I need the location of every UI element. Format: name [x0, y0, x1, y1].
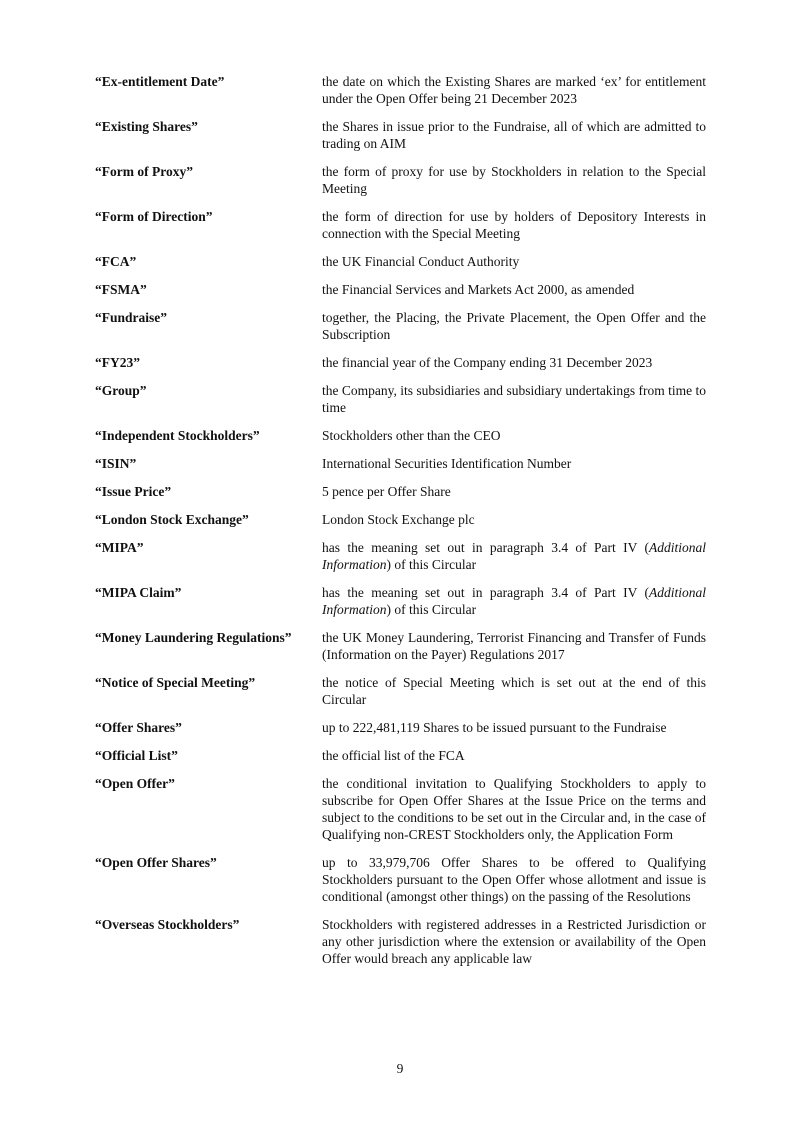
definition-term: “Existing Shares” [95, 119, 198, 134]
definition-text-segment: International Securities Identification Number [322, 456, 572, 471]
definition-term: “Issue Price” [95, 484, 172, 499]
definition-text [322, 354, 706, 371]
definition-term: “FY23” [95, 355, 140, 370]
definition-text-segment: has the meaning set out in paragraph 3.4 of Part IV ( [322, 585, 649, 600]
definition-row [95, 208, 706, 242]
definition-text [322, 309, 706, 343]
definition-text [322, 674, 706, 708]
definition-text [322, 775, 706, 843]
definition-term: “Open Offer Shares” [95, 855, 217, 870]
definitions-list [95, 73, 706, 978]
definition-row [95, 674, 706, 708]
definition-text-segment: the form of direction for use by holders of Depository Interests in connection with the Special Meeting [322, 209, 706, 241]
definition-text-segment: London Stock Exchange plc [322, 512, 475, 527]
definition-row [95, 163, 706, 197]
definition-row [95, 354, 706, 371]
definition-row [95, 483, 706, 500]
definition-text [322, 483, 706, 500]
definition-row [95, 511, 706, 528]
definition-text-italic-segment: Additional Information [322, 585, 706, 617]
definition-text-segment: has the meaning set out in paragraph 3.4 of Part IV ( [322, 540, 649, 555]
definition-term: “Open Offer” [95, 776, 175, 791]
definition-row [95, 539, 706, 573]
definition-text [322, 73, 706, 107]
definition-text [322, 455, 706, 472]
definition-text-segment: ) of this Circular [386, 602, 477, 617]
definition-text-segment: the UK Financial Conduct Authority [322, 254, 520, 269]
definition-term: “ISIN” [95, 456, 137, 471]
definition-text [322, 208, 706, 242]
definition-row [95, 629, 706, 663]
definition-text-segment: the form of proxy for use by Stockholders in relation to the Special Meeting [322, 164, 706, 196]
definition-row [95, 382, 706, 416]
definition-text [322, 629, 706, 663]
definition-term: “FCA” [95, 254, 137, 269]
definition-term: “MIPA” [95, 540, 144, 555]
definition-term: “Independent Stockholders” [95, 428, 260, 443]
definition-term: “Overseas Stockholders” [95, 917, 240, 932]
definition-term: “Fundraise” [95, 310, 168, 325]
definition-text-segment: the Shares in issue prior to the Fundraise, all of which are admitted to trading on AIM [322, 119, 706, 151]
definition-row [95, 584, 706, 618]
definition-text [322, 427, 706, 444]
definition-text-segment: the official list of the FCA [322, 748, 465, 763]
definition-row [95, 427, 706, 444]
definition-term: “Group” [95, 383, 147, 398]
definition-text-segment: ) of this Circular [386, 557, 477, 572]
definition-text-segment: together, the Placing, the Private Placement, the Open Offer and the Subscription [322, 310, 706, 342]
definition-text-segment: the conditional invitation to Qualifying Stockholders to apply to subscribe for Open Offer Shares at the Issue Price on the terms and subject to the conditions to be set out in the Circular and, in the case of Qualifying non-CREST Stockholders only, the Application Form [322, 776, 706, 842]
page-number: 9 [396, 1061, 404, 1076]
definition-text-segment: the date on which the Existing Shares are marked ‘ex’ for entitlement under the Open Offer being 21 December 2023 [322, 74, 706, 106]
definition-text-segment: up to 222,481,119 Shares to be issued pursuant to the Fundraise [322, 720, 667, 735]
definition-row [95, 916, 706, 967]
definition-term: “FSMA” [95, 282, 147, 297]
definition-row [95, 309, 706, 343]
definition-text-segment: the financial year of the Company ending 31 December 2023 [322, 355, 653, 370]
definition-row [95, 253, 706, 270]
definition-text-segment: the notice of Special Meeting which is set out at the end of this Circular [322, 675, 706, 707]
definition-row [95, 775, 706, 843]
definition-row [95, 455, 706, 472]
definition-term: “Form of Direction” [95, 209, 213, 224]
definition-text [322, 253, 706, 270]
definition-term: “Ex-entitlement Date” [95, 74, 225, 89]
definition-term: “Form of Proxy” [95, 164, 193, 179]
definition-row [95, 719, 706, 736]
definition-term: “Money Laundering Regulations” [95, 630, 292, 645]
definition-text [322, 382, 706, 416]
definition-term: “MIPA Claim” [95, 585, 182, 600]
definition-text-segment: Stockholders with registered addresses in a Restricted Jurisdiction or any other jurisdiction where the extension or availability of the Open Offer would breach any applicable law [322, 917, 706, 966]
definition-text-segment: the Financial Services and Markets Act 2000, as amended [322, 282, 635, 297]
definition-term: “Offer Shares” [95, 720, 182, 735]
definition-text [322, 719, 706, 736]
definition-text [322, 163, 706, 197]
definition-term: “Notice of Special Meeting” [95, 675, 256, 690]
definition-row [95, 747, 706, 764]
definition-text [322, 118, 706, 152]
definition-term: “Official List” [95, 748, 178, 763]
definition-text [322, 584, 706, 618]
definition-row [95, 854, 706, 905]
definition-text [322, 916, 706, 967]
definition-row [95, 118, 706, 152]
definition-term: “London Stock Exchange” [95, 512, 249, 527]
definition-text [322, 511, 706, 528]
definition-text-segment: the UK Money Laundering, Terrorist Financing and Transfer of Funds (Information on the Payer) Regulations 2017 [322, 630, 706, 662]
definition-row [95, 281, 706, 298]
definition-text-segment: up to 33,979,706 Offer Shares to be offered to Qualifying Stockholders pursuant to the Open Offer whose allotment and issue is conditional (amongst other things) on the passing of the Resolutions [322, 855, 706, 904]
definition-text-segment: the Company, its subsidiaries and subsidiary undertakings from time to time [322, 383, 706, 415]
definition-row [95, 73, 706, 107]
definition-text [322, 281, 706, 298]
definition-text-segment: Stockholders other than the CEO [322, 428, 501, 443]
definition-text-segment: 5 pence per Offer Share [322, 484, 451, 499]
definition-text [322, 854, 706, 905]
definition-text [322, 539, 706, 573]
definition-text-italic-segment: Additional Information [322, 540, 706, 572]
definition-text [322, 747, 706, 764]
